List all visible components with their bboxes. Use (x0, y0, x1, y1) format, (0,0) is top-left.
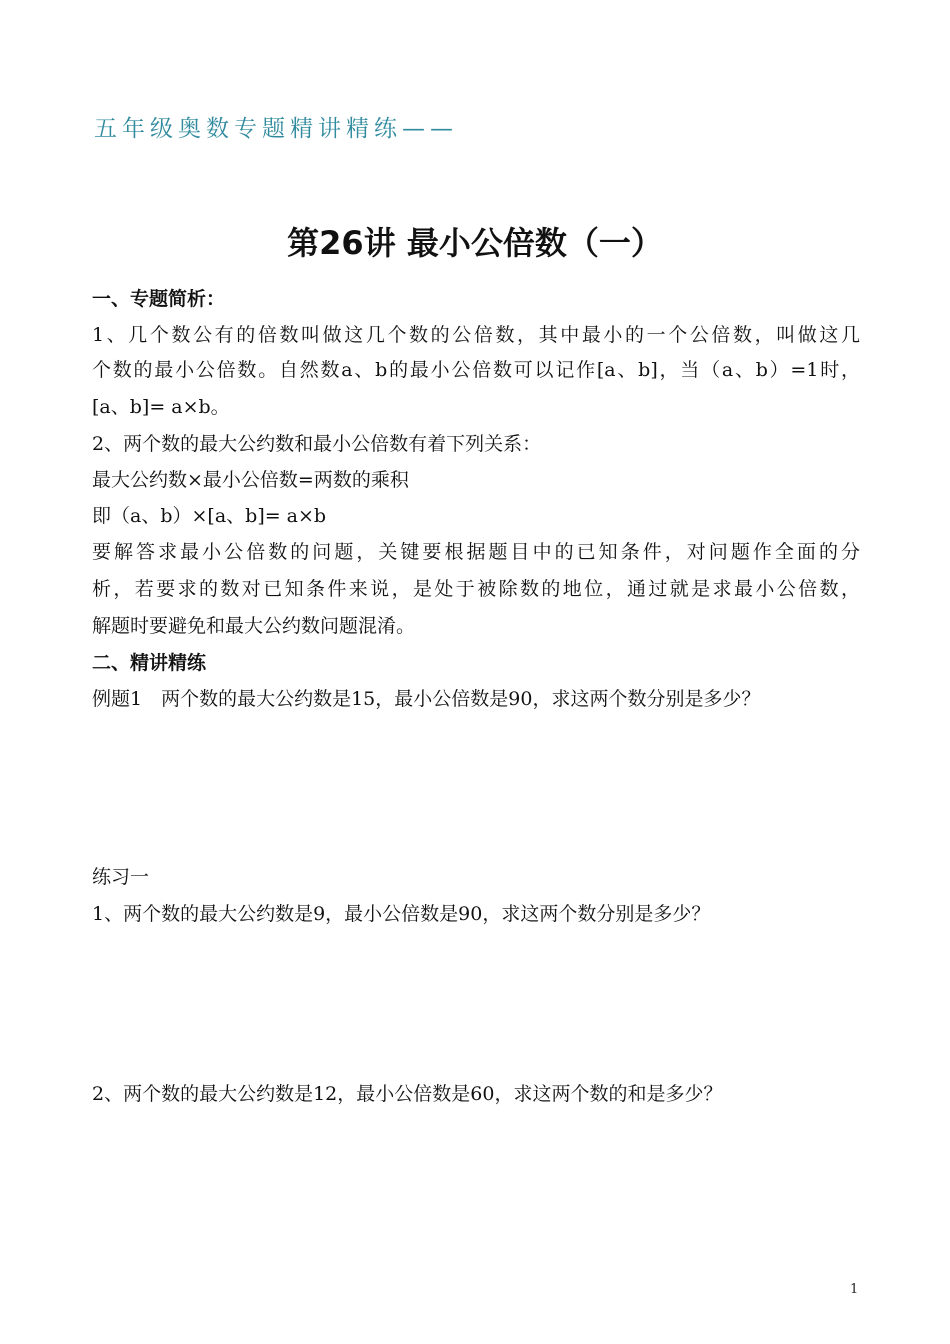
lecture-title: 第26讲 最小公倍数（一） (287, 224, 663, 262)
analysis-line-9: 解题时要避免和最大公约数问题混淆。 (92, 615, 416, 637)
analysis-line-1: 1、几个数公有的倍数叫做这几个数的公倍数，其中最小的一个公倍数，叫做这几 (92, 324, 860, 346)
example-1: 例题1 两个数的最大公约数是15，最小公倍数是90，求这两个数分别是多少？ (92, 688, 761, 710)
analysis-line-8: 析，若要求的数对已知条件来说，是处于被除数的地位，通过就是求最小公倍数， (92, 578, 860, 600)
practice-question-2: 2、两个数的最大公约数是12，最小公倍数是60，求这两个数的和是多少？ (92, 1083, 723, 1105)
analysis-line-2: 个数的最小公倍数。自然数a、b的最小公倍数可以记作[a、b]，当（a、b）=1时， (92, 359, 860, 381)
page-number: 1 (850, 1282, 859, 1297)
section-heading-practice: 二、精讲精练 (92, 652, 207, 674)
analysis-line-6: 即（a、b）×[a、b]= a×b (92, 505, 327, 527)
analysis-line-3: [a、b]= a×b。 (92, 396, 230, 418)
practice-heading: 练习一 (92, 866, 150, 888)
analysis-line-4: 2、两个数的最大公约数和最小公倍数有着下列关系： (92, 433, 542, 455)
practice-question-1: 1、两个数的最大公约数是9，最小公倍数是90，求这两个数分别是多少？ (92, 903, 711, 925)
analysis-line-7: 要解答求最小公倍数的问题，关键要根据题目中的已知条件，对问题作全面的分 (92, 541, 860, 563)
section-heading-analysis: 一、专题简析： (92, 288, 226, 310)
analysis-line-5: 最大公约数×最小公倍数=两数的乘积 (92, 469, 409, 491)
series-header: 五年级奥数专题精讲精练—— (94, 116, 458, 142)
